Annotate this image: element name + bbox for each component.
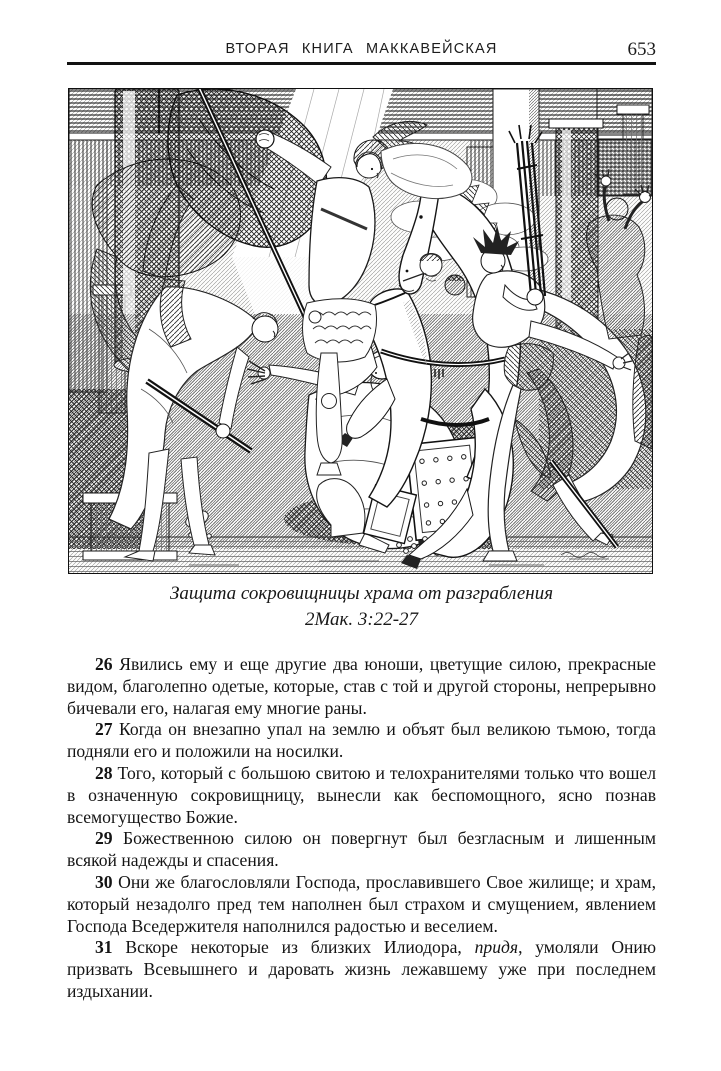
- verse-paragraph: [67, 719, 656, 763]
- verses: [67, 654, 656, 1003]
- verse-paragraph: [67, 828, 656, 872]
- figure-caption: [67, 581, 656, 633]
- verse-paragraph: [67, 937, 656, 1002]
- verse-text: Того, который с большою свитою и телохранителями только что вошел в означенную сокровищницу, вынесли как беспомощного, ясно познав всемогущество Божие.: [67, 762, 656, 827]
- verse-text: Явились ему и еще другие два юноши, цветущие силою, прекрасные видом, благолепно одетые, которые, став с той и другой стороны, непрерывно бичевали его, налагая ему многие раны.: [67, 654, 656, 718]
- verse-paragraph: [67, 654, 656, 719]
- verse-number: 30: [95, 871, 113, 892]
- header-rule: [67, 62, 656, 65]
- verse-text-italic: придя: [474, 937, 519, 958]
- caption-title: Защита сокровищницы храма от разграбления: [169, 583, 554, 604]
- running-head-title: ВТОРАЯ КНИГА МАККАВЕЙСКАЯ: [225, 41, 498, 57]
- verse-number: 26: [95, 654, 113, 674]
- running-head: [67, 41, 656, 61]
- verse-number: 28: [95, 762, 113, 783]
- verse-text: Вскоре некоторые из близких Илиодора,: [125, 937, 475, 958]
- page-number: 653: [627, 39, 656, 60]
- verse-text: Они же благословляли Господа, прославившего Свое жилище; и храм, который незадолго пред тем наполнен был страхом и смущением, явлением Господа Вседержителя наполнился радостью и веселием.: [67, 871, 656, 936]
- engraving-figure: [68, 88, 653, 574]
- verse-paragraph: [67, 872, 656, 937]
- verse-paragraph: [67, 763, 656, 828]
- verse-number: 31: [95, 937, 113, 958]
- verse-text: , умоляли Онию призвать Всевышнего и даровать жизнь лежавшему уже при последнем издыхании.: [67, 937, 656, 1001]
- engraving-illustration: [69, 89, 652, 573]
- verse-text: Когда он внезапно упал на землю и объят был великою тьмою, тогда подняли его и положили на носилки.: [67, 719, 656, 762]
- verse-number: 29: [95, 828, 113, 849]
- verse-text: Божественною силою он повергнут был безгласным и лишенным всякой надежды и спасения.: [67, 828, 656, 871]
- caption-reference: 2Мак. 3:22-27: [304, 609, 419, 630]
- verse-number: 27: [95, 719, 113, 740]
